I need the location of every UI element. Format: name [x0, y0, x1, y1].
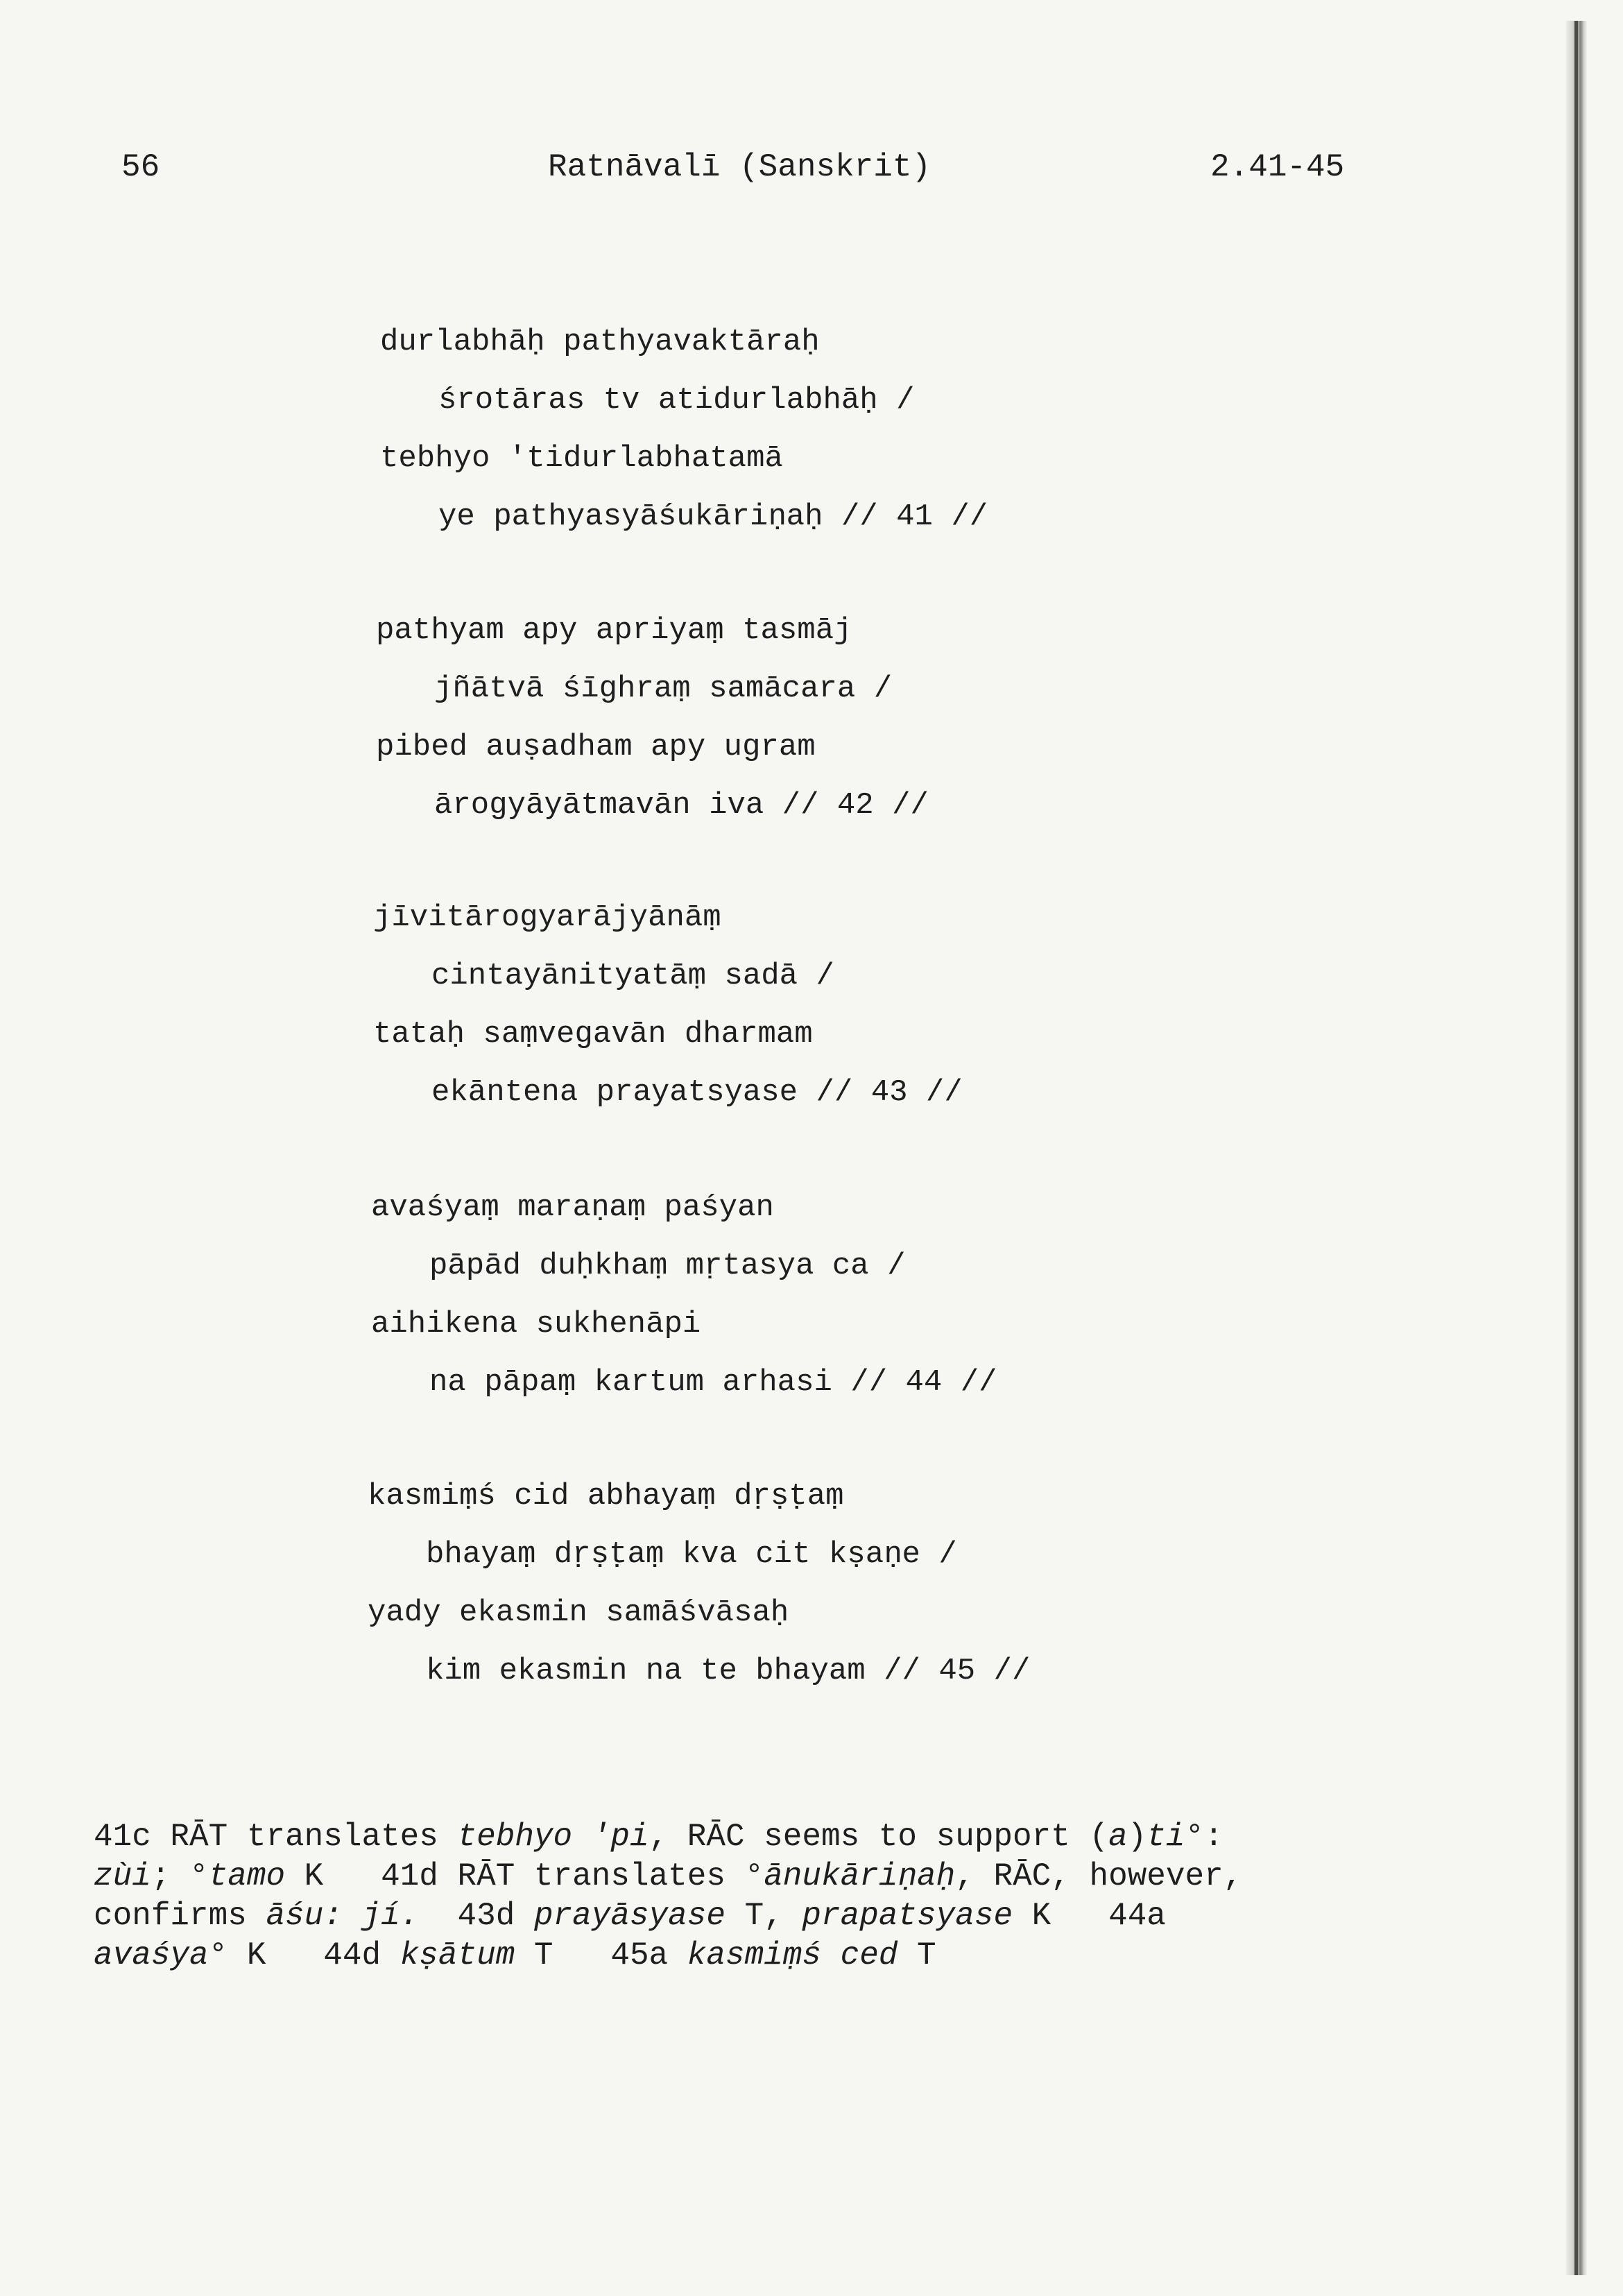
footnote-text: confirms [94, 1898, 266, 1934]
footnote-text: K 41d RĀT translates ° [285, 1858, 764, 1894]
verse-line: kim ekasmin na te bhayam // 45 // [426, 1654, 1031, 1688]
verse-line: jīvitārogyarājyānāṃ [373, 900, 721, 935]
footnote-italic: tamo [208, 1858, 286, 1894]
verse-line: jñātvā śīghraṃ samācara / [434, 671, 893, 706]
verse-line: durlabhāḥ pathyavaktāraḥ [380, 325, 820, 359]
footnote-italic: prayāsyase [533, 1898, 725, 1934]
page-number: 56 [121, 149, 160, 185]
verse-line: tataḥ saṃvegavān dharmam [373, 1017, 813, 1052]
verse-line: na pāpaṃ kartum arhasi // 44 // [429, 1365, 997, 1400]
footnote-italic: āśu: jí. [266, 1898, 420, 1934]
verse-line: tebhyo 'tidurlabhatamā [380, 441, 783, 476]
footnote-italic: tebhyo 'pi [457, 1819, 649, 1855]
footnote-italic: ti° [1147, 1819, 1205, 1855]
binding-edge-line [1574, 21, 1578, 2275]
footnote-line [94, 1817, 1446, 1857]
footnote-text: 43d [419, 1898, 534, 1934]
verse-line: cintayānityatāṃ sadā / [431, 959, 834, 993]
verse-range: 2.41-45 [1210, 149, 1345, 185]
footnote-italic: zùi [94, 1858, 151, 1894]
verse-line: aihikena sukhenāpi [371, 1307, 701, 1342]
footnote-text: : [1204, 1819, 1223, 1855]
footnote-line [94, 1936, 1446, 1976]
footnote-text: T [898, 1937, 936, 1973]
verse-line: kasmiṃś cid abhayaṃ dṛṣṭaṃ [368, 1479, 844, 1514]
footnote-italic: kṣātum [400, 1937, 515, 1973]
footnote-text: ; ° [151, 1858, 209, 1894]
verse-line: pibed auṣadham apy ugram [376, 730, 816, 764]
running-title: Ratnāvalī (Sanskrit) [548, 149, 931, 185]
footnote-text: T 45a [515, 1937, 687, 1973]
footnote-italic: prapatsyase [802, 1898, 1013, 1934]
footnote-text: 41c RĀT translates [94, 1819, 458, 1855]
verse-line: pathyam apy apriyaṃ tasmāj [376, 613, 852, 648]
footnote-line [94, 1896, 1446, 1936]
verse-line: ye pathyasyāśukāriṇaḥ // 41 // [438, 499, 988, 534]
footnote-text: K 44d [227, 1937, 400, 1973]
footnote-text: K 44a [1013, 1898, 1166, 1934]
verse-line: bhayaṃ dṛṣṭaṃ kva cit kṣaṇe / [426, 1537, 957, 1572]
verse-line: yady ekasmin samāśvāsaḥ [368, 1595, 789, 1630]
verse-line: pāpād duḥkhaṃ mṛtasya ca / [429, 1249, 906, 1283]
footnote-italic: ānukāriṇaḥ [764, 1858, 956, 1894]
verse-line: ekāntena prayatsyase // 43 // [431, 1075, 963, 1110]
verse-line: avaśyaṃ maraṇaṃ paśyan [371, 1190, 774, 1225]
verse-line: śrotāras tv atidurlabhāḥ / [438, 383, 915, 418]
footnote-text: T, [725, 1898, 802, 1934]
footnote-italic: kasmiṃś ced [687, 1937, 898, 1973]
footnote-text: ) [1127, 1819, 1147, 1855]
verse-line: ārogyāyātmavān iva // 42 // [434, 788, 929, 823]
footnote-italic: avaśya° [94, 1937, 228, 1973]
footnote-text: , RĀC seems to support ( [649, 1819, 1109, 1855]
footnote-line [94, 1857, 1446, 1896]
footnotes [94, 1817, 1446, 1976]
footnote-italic: a [1108, 1819, 1128, 1855]
footnote-text: , RĀC, however, [955, 1858, 1243, 1894]
